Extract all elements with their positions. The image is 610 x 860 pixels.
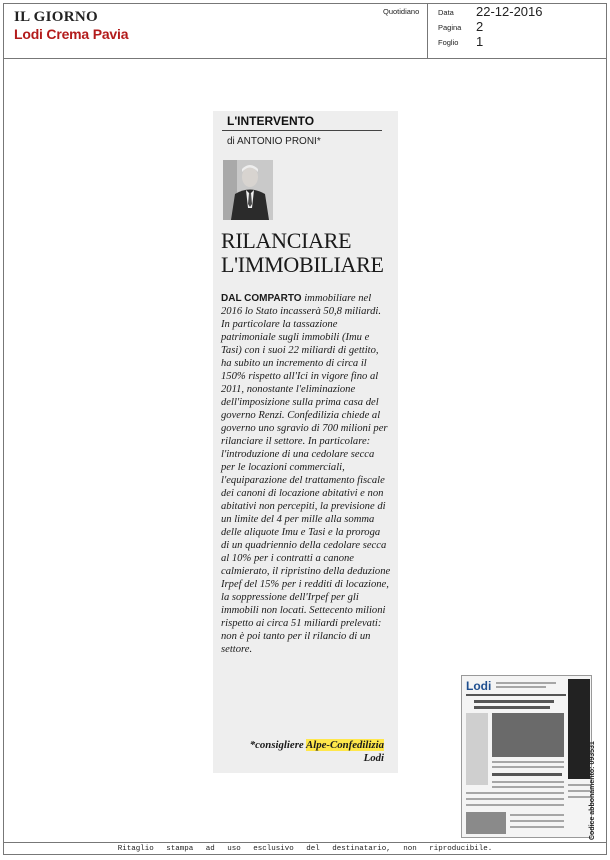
publication-type: Quotidiano	[383, 7, 420, 16]
thumbnail-headline	[474, 706, 550, 709]
header-divider	[427, 3, 428, 58]
author-photo	[223, 160, 273, 220]
headline-line-1: RILANCIARE	[221, 228, 352, 253]
thumbnail-text-line	[510, 814, 564, 816]
thumbnail-rule	[466, 694, 566, 696]
signature-prefix: *consigliere	[249, 739, 304, 751]
meta-value-page: 2	[476, 19, 484, 34]
thumbnail-text-line	[510, 826, 564, 828]
meta-value-sheet: 1	[476, 34, 484, 49]
newspaper-edition: Lodi Crema Pavia	[14, 26, 129, 42]
article-body	[221, 292, 391, 656]
article-rubric: L'INTERVENTO	[227, 114, 315, 128]
thumbnail-section: Lodi	[466, 679, 492, 693]
thumbnail-text-line	[466, 792, 564, 794]
newspaper-logo: IL GIORNO	[14, 9, 98, 25]
thumbnail-text-line	[568, 784, 590, 786]
article-byline: di ANTONIO PRONI*	[227, 136, 321, 147]
thumbnail-text-line	[466, 804, 564, 806]
meta-label-sheet: Foglio	[438, 38, 459, 47]
thumbnail-text-line	[466, 798, 564, 800]
thumbnail-text-line	[492, 786, 564, 788]
signature-organization: Alpe-Confedilizia	[306, 739, 384, 751]
thumbnail-photo	[466, 812, 506, 834]
thumbnail-dark-column	[568, 679, 590, 779]
article-body-text: immobiliare nel 2016 lo Stato incasserà 50,8 miliardi. In particolare la tassazione patrimoniale sugli immobili (Imu e Tasi) con i suoi 22 miliardi di gettito, ha subito un incremento di circa il 150% rispetto all'Ici in vigore fino al 2011, nonostante l'eliminazione dell'imposizione sulla prima casa del governo Renzi. Confedilizia chiede al governo uno sgravio di 700 milioni per rilanciare il settore. In particolare: l'introduzione di una cedolare secca per le locazioni commerciali, l'equiparazione del trattamento fiscale dei canoni di locazione abitativi e non abitativi non percepiti, la previsione di un limite del 4 per mille alla somma delle aliquote Imu e Tasi e la proroga di un quadriennio della cedolare secca al 10% per i contratti a canone calmierato, il ripristino della deduzione Irpef del 15% per i redditi di locazione, la soppressione dell'Irpef per gli immobili non locati. Settecento milioni rispetto ai circa 51 miliardi prelevati: non è poi tanto per il rilancio di un settore.	[221, 293, 391, 655]
page-thumbnail	[461, 675, 592, 838]
footer-rule	[3, 842, 607, 843]
author-photo-image	[223, 160, 273, 220]
rubric-rule	[222, 130, 382, 131]
thumbnail-text-line	[496, 682, 556, 684]
thumbnail-text-line	[496, 686, 546, 688]
subscription-code: Codice abbonamento: 093531	[589, 741, 596, 840]
headline-line-2: L'IMMOBILIARE	[221, 252, 384, 277]
thumbnail-headline	[474, 700, 554, 703]
thumbnail-text-line	[568, 796, 590, 798]
meta-label-page: Pagina	[438, 23, 462, 32]
footer-disclaimer: Ritaglio stampa ad uso esclusivo del destinatario, non riproducibile.	[117, 845, 493, 853]
thumbnail-headline	[492, 773, 562, 776]
article-lead: DAL COMPARTO	[221, 293, 302, 304]
thumbnail-photo	[492, 713, 564, 757]
article-headline	[221, 229, 391, 277]
thumbnail-text-line	[568, 790, 590, 792]
meta-label-date: Data	[438, 8, 454, 17]
thumbnail-column	[466, 713, 488, 785]
thumbnail-text-line	[510, 820, 564, 822]
thumbnail-text-line	[492, 766, 564, 768]
article-signature	[221, 739, 384, 765]
meta-value-date: 22-12-2016	[476, 4, 543, 19]
signature-place: Lodi	[363, 752, 384, 764]
thumbnail-text-line	[492, 781, 564, 783]
thumbnail-text-line	[492, 761, 564, 763]
